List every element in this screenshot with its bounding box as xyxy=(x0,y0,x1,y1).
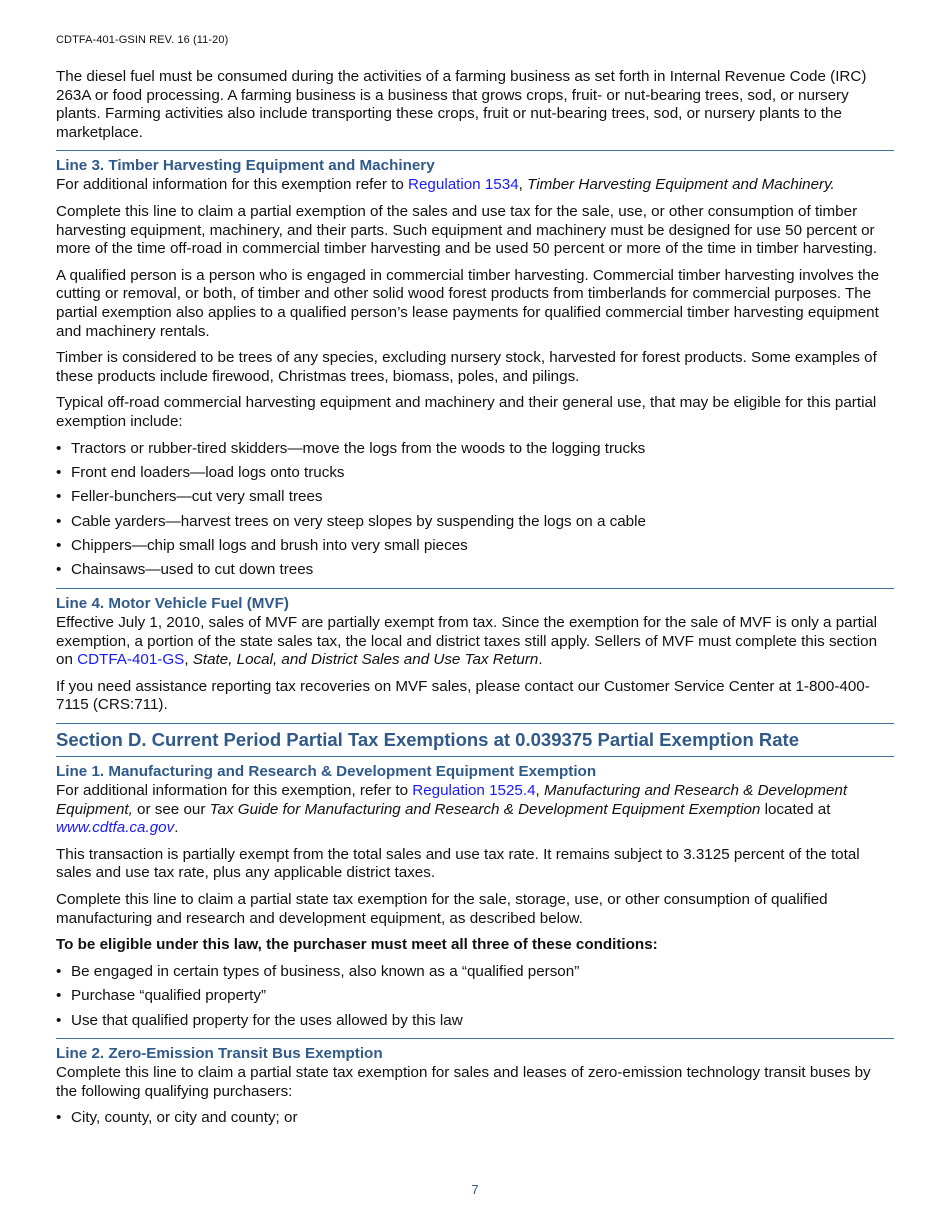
reference-text: For additional information for this exemption refer to xyxy=(56,176,409,194)
list-item-text: Chainsaws—used to cut down trees xyxy=(71,561,314,579)
section-d-line1-reference xyxy=(56,782,894,838)
conditions-heading: To be eligible under this law, the purchaser must meet all three of these conditions: xyxy=(56,936,658,954)
section-d-line2-paragraph-1: Complete this line to claim a partial state tax exemption for sales and leases of zero-emission technology transit buses by the following qualifying purchasers: xyxy=(56,1064,871,1100)
list-item xyxy=(56,987,894,1006)
reference-text: For additional information for this exemption, refer to xyxy=(56,782,413,800)
list-item-text: Tractors or rubber-tired skidders—move the logs from the woods to the logging trucks xyxy=(71,439,646,457)
regulation-1525-4-link[interactable]: Regulation 1525.4 xyxy=(412,782,536,800)
line4-heading: Line 4. Motor Vehicle Fuel (MVF) xyxy=(56,595,289,613)
document-body xyxy=(56,68,894,1136)
bullet-icon: • xyxy=(56,987,62,1005)
reference-separator: , xyxy=(535,782,544,800)
list-item xyxy=(56,513,894,532)
tax-guide-title: Tax Guide for Manufacturing and Research & Development Equipment Exemption xyxy=(209,800,761,818)
paragraph-separator: , xyxy=(184,651,193,669)
list-item-text: Use that qualified property for the uses allowed by this law xyxy=(71,1011,463,1029)
equipment-list xyxy=(56,440,894,581)
list-item-text: Purchase “qualified property” xyxy=(71,987,267,1005)
section-d-line1-paragraph-1: This transaction is partially exempt from the total sales and use tax rate. It remains subject to 3.3125 percent of the total sales and use tax rate, plus any applicable district taxes. xyxy=(56,845,860,882)
cdtfa-website-link[interactable]: www.cdtfa.ca.gov xyxy=(56,819,175,837)
list-item xyxy=(56,1109,894,1128)
list-item-text: City, county, or city and county; or xyxy=(71,1109,298,1127)
list-item-text: Cable yarders—harvest trees on very steep slopes by suspending the logs on a cable xyxy=(71,512,646,530)
section-d-line1-paragraph-2: Complete this line to claim a partial state tax exemption for the sale, storage, use, or other consumption of qualified manufacturing and research and development equipment, as described below. xyxy=(56,890,828,927)
cdtfa-401-gs-link[interactable]: CDTFA-401-GS xyxy=(77,651,185,669)
conditions-list xyxy=(56,963,894,1030)
list-item xyxy=(56,963,894,982)
intro-paragraph: The diesel fuel must be consumed during the activities of a farming business as set forth in Internal Revenue Code (IRC) 263A or food processing. A farming business is a business that grows crops, fruit- or nut-bearing trees, sod, or nursery plants. Farming activities also include transporting these crops, fruit or nut-bearing trees, sod, or nursery plants to the marketplace. xyxy=(56,68,867,141)
reference-separator: , xyxy=(518,176,528,194)
bullet-icon: • xyxy=(56,512,62,530)
form-id: CDTFA-401-GSIN REV. 16 (11-20) xyxy=(56,34,229,46)
list-item xyxy=(56,537,894,556)
section-divider xyxy=(56,1038,894,1039)
line4-paragraph-2: If you need assistance reporting tax recoveries on MVF sales, please contact our Customer Service Center at 1-800-400-7115 (CRS:711). xyxy=(56,677,870,714)
regulation-title: Manufacturing and Research & Development Equipment, xyxy=(56,782,848,818)
line3-heading: Line 3. Timber Harvesting Equipment and Machinery xyxy=(56,157,435,175)
bullet-icon: • xyxy=(56,1011,62,1029)
section-d-line2-heading: Line 2. Zero-Emission Transit Bus Exemption xyxy=(56,1045,383,1063)
return-title: State, Local, and District Sales and Use Tax Return xyxy=(192,651,539,669)
section-d-line1-heading: Line 1. Manufacturing and Research & Development Equipment Exemption xyxy=(56,763,597,781)
list-item xyxy=(56,440,894,459)
list-item xyxy=(56,1012,894,1031)
line3-paragraph-4: Typical off-road commercial harvesting equipment and machinery and their general use, that may be eligible for this partial exemption include: xyxy=(56,394,877,430)
section-d-heading: Section D. Current Period Partial Tax Exemptions at 0.039375 Partial Exemption Rate xyxy=(56,729,799,751)
list-item-text: Be engaged in certain types of business, also known as a “qualified person” xyxy=(71,962,580,980)
bullet-icon: • xyxy=(56,561,62,579)
line3-reference xyxy=(56,176,894,195)
reference-text: located at xyxy=(760,800,831,818)
list-item xyxy=(56,464,894,483)
page-number: 7 xyxy=(471,1182,479,1197)
list-item xyxy=(56,488,894,507)
paragraph-end: . xyxy=(538,651,543,669)
list-item-text: Front end loaders—load logs onto trucks xyxy=(71,463,345,481)
list-item-text: Chippers—chip small logs and brush into very small pieces xyxy=(71,537,468,555)
bullet-icon: • xyxy=(56,463,62,481)
section-divider xyxy=(56,723,894,724)
line4-paragraph-1 xyxy=(56,614,894,670)
list-item xyxy=(56,561,894,580)
section-divider xyxy=(56,756,894,757)
bullet-icon: • xyxy=(56,439,62,457)
purchasers-list xyxy=(56,1109,894,1128)
reference-end: . xyxy=(174,819,179,837)
regulation-1534-link[interactable]: Regulation 1534 xyxy=(408,176,519,194)
bullet-icon: • xyxy=(56,537,62,555)
line3-paragraph-1: Complete this line to claim a partial exemption of the sales and use tax for the sale, use, or other consumption of timber harvesting equipment, machinery, and their parts. Such equipment and machinery must be designed for use 50 percent or more of the time off-road in commercial timber harvesting and be used 50 percent or more of the time in timber harvesting. xyxy=(56,202,878,258)
line3-paragraph-2: A qualified person is a person who is engaged in commercial timber harvesting. Commercial timber harvesting involves the cutting or removal, or both, of timber and other solid wood forest products from timberlands for commercial purposes. The partial exemption also applies to a qualified person’s lease payments for qualified commercial timber harvesting equipment and machinery rentals. xyxy=(56,266,880,340)
bullet-icon: • xyxy=(56,962,62,980)
line3-paragraph-3: Timber is considered to be trees of any species, excluding nursery stock, harvested for forest products. Some examples of these products include firewood, Christmas trees, biomass, poles, and pilings. xyxy=(56,349,877,385)
paragraph-text: Effective July 1, 2010, sales of MVF are partially exempt from tax. Since the exemption for the sale of MVF is only a partial exemption, a portion of the state sales tax, the local and district taxes still apply. Sellers of MVF must complete this section on xyxy=(56,614,878,669)
section-divider xyxy=(56,150,894,151)
regulation-title: Timber Harvesting Equipment and Machinery. xyxy=(527,176,835,194)
bullet-icon: • xyxy=(56,1109,62,1127)
reference-text: or see our xyxy=(132,800,210,818)
list-item-text: Feller-bunchers—cut very small trees xyxy=(71,488,323,506)
bullet-icon: • xyxy=(56,488,62,506)
section-divider xyxy=(56,588,894,589)
